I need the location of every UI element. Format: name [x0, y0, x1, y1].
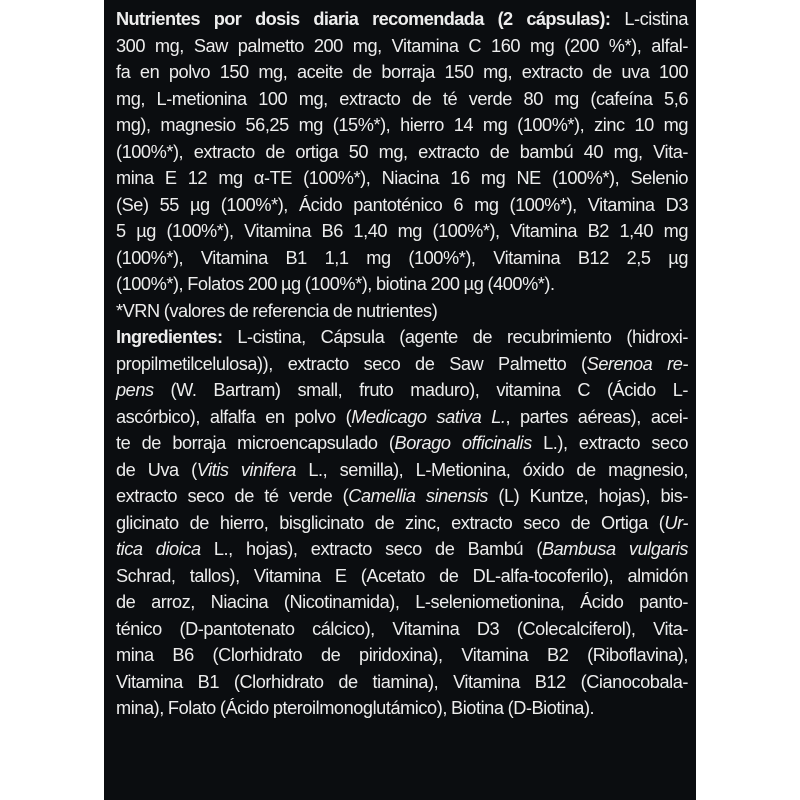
nutrients-line-10: (100%*), Vitamina B1 1,1 mg (100%*), Vitamina B12 2,5 µg [116, 247, 688, 268]
ingredients-section [116, 324, 688, 722]
ingredients-line-8: glicinato de hierro, bisglicinato de zinc, extracto seco de Ortiga (Ur- [116, 512, 688, 533]
ingredients-line-12: ténico (D-pantotenato cálcico), Vitamina D3 (Colecalciferol), Vita- [116, 618, 688, 639]
latin-name: Medicago sativa L. [351, 406, 506, 427]
nutrients-line-4: mg, L-metionina 100 mg, extracto de té verde 80 mg (cafeína 5,6 [116, 88, 688, 109]
ingredients-line-1: Ingredientes: L-cistina, Cápsula (agente de recubrimiento (hidroxi- [116, 327, 688, 347]
nutrients-line-2: 300 mg, Saw palmetto 200 mg, Vitamina C 160 mg (200 %*), alfal- [116, 35, 688, 56]
ingredients-line-7: extracto seco de té verde (Camellia sinensis (L) Kuntze, hojas), bis- [116, 486, 688, 506]
latin-name: Camellia sinensis [348, 486, 488, 506]
ingredients-line-10: Schrad, tallos), Vitamina E (Acetato de DL-alfa-tocoferilo), almidón [116, 565, 688, 586]
latin-name: Borago officinalis [394, 433, 532, 453]
nutrients-section [116, 6, 688, 324]
ingredients-line-5: te de borraja microencapsulado (Borago officinalis L.), extracto seco [116, 433, 689, 453]
ingredients-line-4: ascórbico), alfalfa en polvo (Medicago sativa L., partes aéreas), acei- [116, 406, 688, 427]
ingredients-line-2: propilmetilcelulosa)), extracto seco de Saw Palmetto (Serenoa re- [116, 353, 688, 374]
latin-name: Bambusa vulgaris [541, 539, 688, 559]
product-label-panel [104, 0, 696, 800]
ingredients-line-6: de Uva (Vitis vinifera L., semilla), L-Metionina, óxido de magnesio, [116, 459, 688, 480]
nutrients-line-9: 5 µg (100%*), Vitamina B6 1,40 mg (100%*), Vitamina B2 1,40 mg [116, 221, 688, 241]
nutrients-line-11: (100%*), Folatos 200 µg (100%*), biotina 200 µg (400%*). [116, 274, 555, 294]
ingredients-line-14: Vitamina B1 (Clorhidrato de tiamina), Vitamina B12 (Cianocobala- [116, 671, 688, 692]
nutrients-line-6: (100%*), extracto de ortiga 50 mg, extracto de bambú 40 mg, Vita- [116, 141, 688, 162]
nrv-footnote: *VRN (valores de referencia de nutrientes) [116, 300, 438, 321]
nutrients-line-8: (Se) 55 µg (100%*), Ácido pantoténico 6 mg (100%*), Vitamina D3 [116, 194, 688, 215]
ingredients-line-11: de arroz, Niacina (Nicotinamida), L-seleniometionina, Ácido panto- [116, 592, 688, 612]
nutrients-line-1: Nutrientes por dosis diaria recomendada (2 cápsulas): L-cistina [116, 9, 688, 29]
nutrients-line-7: mina E 12 mg α-TE (100%*), Niacina 16 mg NE (100%*), Selenio [116, 168, 688, 188]
ingredients-line-3: pens (W. Bartram) small, fruto maduro), vitamina C (Ácido L- [116, 380, 688, 400]
ingredients-line-13: mina B6 (Clorhidrato de piridoxina), Vitamina B2 (Riboflavina), [116, 645, 688, 665]
latin-name: pens [116, 380, 154, 400]
nutrients-line-3: fa en polvo 150 mg, aceite de borraja 150 mg, extracto de uva 100 [116, 62, 688, 82]
label-text-block [116, 6, 688, 722]
nutrients-heading: Nutrientes por dosis diaria recomendada (2 cápsulas): [116, 9, 611, 29]
latin-name: Ur- [664, 512, 688, 533]
ingredients-heading: Ingredientes: [116, 327, 223, 347]
latin-name: tica dioica [116, 539, 201, 559]
nutrients-line-5: mg), magnesio 56,25 mg (15%*), hierro 14 mg (100%*), zinc 10 mg [116, 115, 688, 135]
latin-name: Serenoa re- [586, 353, 688, 374]
latin-name: Vitis vinifera [196, 459, 296, 480]
ingredients-line-9: tica dioica L., hojas), extracto seco de Bambú (Bambusa vulgaris [116, 539, 688, 559]
ingredients-line-15: mina), Folato (Ácido pteroilmonoglutámico), Biotina (D-Biotina). [116, 698, 595, 718]
